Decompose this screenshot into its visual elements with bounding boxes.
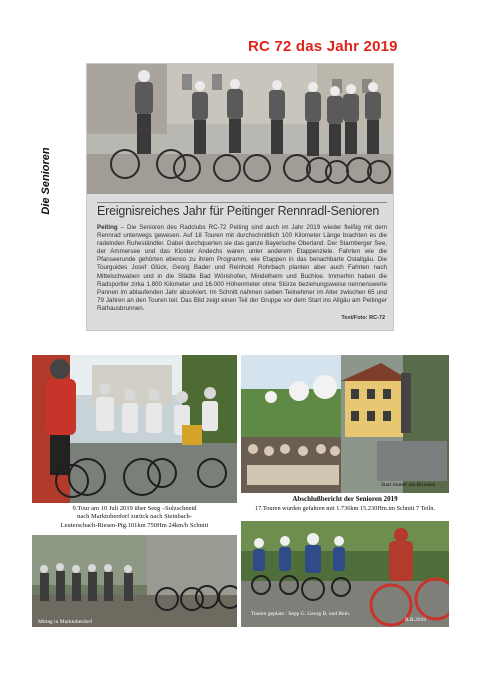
headline-rule [97, 202, 387, 203]
fountain-caption: Start immer am Brunnen [381, 482, 436, 488]
left-caption [32, 505, 237, 530]
right-collage [241, 355, 449, 627]
date-stamp: R.R.2019 [405, 617, 427, 623]
page-title: RC 72 das Jahr 2019 [248, 38, 398, 55]
cyclists-photo [32, 355, 237, 503]
caption-line: Leuterschach-Riesen-Ptg.101km 750Hm 24km/h Schnitt [60, 521, 209, 529]
fountain-photo [241, 355, 449, 493]
left-collage [32, 355, 237, 627]
clipping-credit: Text/Foto: RC-72 [341, 315, 385, 321]
side-label: Die Senioren [40, 147, 52, 215]
caption-line: 9.Tour am 10 Juli 2019 über Seeg –Sulzschneid [72, 505, 197, 512]
newspaper-clipping [87, 64, 393, 330]
clipping-body [97, 224, 387, 313]
caption-line: nach Marktoberdorf zurück nach Steinbach- [77, 513, 192, 521]
planners-caption: Touren geplant : Sepp G. Georg B. und Rein. [251, 611, 351, 617]
clipping-place: Peiting [97, 224, 118, 231]
summary-line: 17.Touren wurden gefahren mit 1.736km 15.230Hm.im Schnitt 7 Teiln. [254, 505, 435, 512]
clipping-headline: Ereignisreiches Jahr für Peitinger Rennradl-Senioren [97, 204, 380, 218]
lunch-photo [32, 535, 237, 627]
clipping-text: – Die Senioren des Radclubs RC-72 Peiting sind auch im Jahr 2019 wieder fleißig mit dem Rennrad unterwegs gewesen. Auf 18 Touren mit durchschnittlich 100 Kilometer Länge brachten es die radelnden Ruheständler. Dabei durchquerten sie das ganze Bayerische Oberland. Der Starnberger See, der Ammersee und das Kloster Andechs waren unter anderem Etappenziele. Fahrten wie die Pfanseerunde gehörten ebenso zu ihrem Programm, wie Etappen in das benachbarte Ostallgäu. Die Tourguides Josef Glück, Georg Bader und Reinhold Rohrbach planten aber auch Fahrten nach Mittelschwaben und in die Städte Bad Wörishofen, Mindelheim und Buchloe. Immerhin haben die Radsportler zirka 1.800 Kilometer und 16.000 Höhenmeter ohne Stürze beziehungsweise nennenswerte Pannen im ablaufenden Jahr absolviert. Im Schnitt nahmen sieben Teilnehmer im Alter zwischen 65 und 79 Jahren an den Touren teil. Das Bild zeigt einen Teil der Gruppe vor dem Start ins Allgäu am Peitinger Rathausbrunnen. [97, 224, 387, 312]
summary-title: Abschlußbericht der Senioren 2019 [292, 495, 398, 503]
lunch-caption: Mittag in Marktoberdorf [38, 619, 93, 625]
group-photo [87, 64, 393, 194]
